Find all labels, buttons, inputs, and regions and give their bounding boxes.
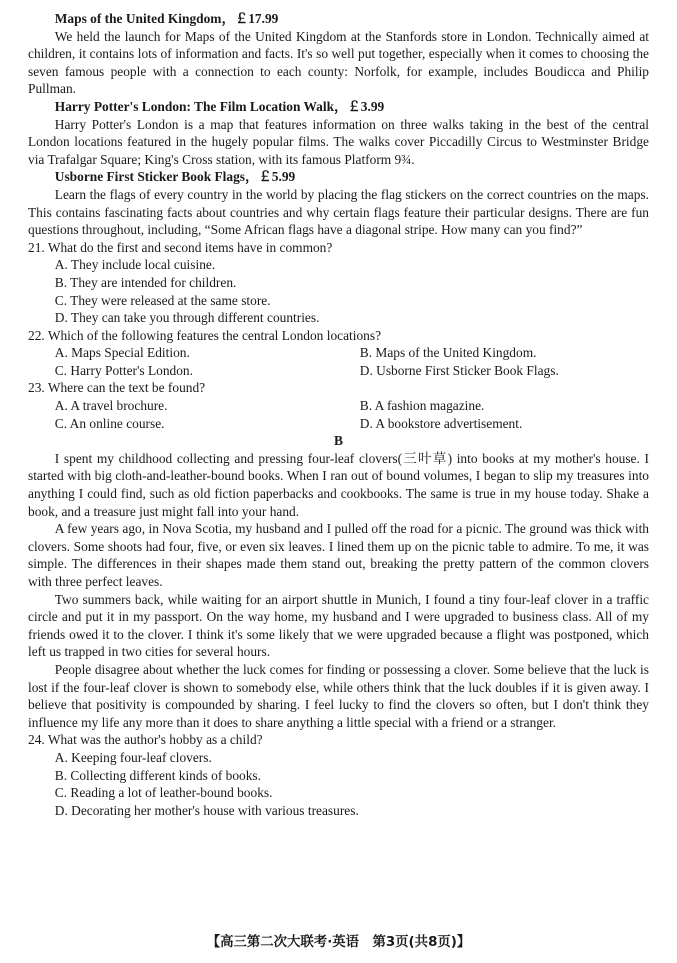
item3-text: Learn the flags of every country in the world by placing the flag stickers on the correct countries on the maps. This contains fascinating facts about countries and why certain flags feature their particular designs. There are fun questions throughout, including, “Some African flags have a diagonal stripe. How many can you find?” bbox=[28, 186, 649, 238]
question-24: 24. What was the author's hobby as a child? bbox=[28, 732, 263, 748]
q24-option-a: A. Keeping four-leaf clovers. bbox=[54, 749, 212, 765]
passage-b-paragraph-3: Two summers back, while waiting for an airport shuttle in Munich, I found a tiny four-leaf clover in a traffic circle and put it in my passport. On the way home, my husband and I were upgraded to business class. All of my friends owed it to the clover. I think it's some likely that we were upgraded because a flight was postponed, which left us trapped in two cities for several hours. bbox=[28, 591, 649, 660]
q22-options-row-1 bbox=[28, 344, 649, 362]
q22-option-b: B. Maps of the United Kingdom. bbox=[359, 345, 537, 361]
q21-option-d: D. They can take you through different countries. bbox=[54, 310, 320, 326]
passage-b-paragraph-1: I spent my childhood collecting and pressing four-leaf clovers(三叶草) into books at my mother's house. I started with big cloth-and-leather-bound books. When I ran out of bound volumes, I began to slip my treasures into anything I could find, such as old fiction paperbacks and cookbooks. The same is true in my house today. Shake a book, and a treasure just might fall into your hand. bbox=[28, 450, 649, 519]
q24-option-c: C. Reading a lot of leather-bound books. bbox=[54, 785, 273, 801]
item2-heading: Harry Potter's London: The Film Location Walk，￡3.99 bbox=[54, 98, 385, 114]
item1-heading: Maps of the United Kingdom，￡17.99 bbox=[54, 11, 279, 26]
q23-options-row-1 bbox=[28, 397, 649, 415]
passage-b-paragraph-4: People disagree about whether the luck comes for finding or possessing a clover. Some believe that the luck is lost if the four-leaf clover is shown to somebody else, while others think that the luck doubles if it is given away. I believe that positivity is compounded by sharing. I feel lucky to find the clovers so often, but I don't think they influence my life any more than it does to share anything a little special with a friend or a stranger. bbox=[28, 661, 649, 730]
q21-option-a: A. They include local cuisine. bbox=[54, 257, 216, 273]
q21-option-b: B. They are intended for children. bbox=[54, 274, 237, 290]
item1-text: We held the launch for Maps of the United Kingdom at the Stanfords store in London. Technically aimed at children, it contains lots of information and facts. It's so well put together, especially when it comes to choosing the seven famous people with a connection to each county: Norfolk, for example, includes Boudicca and Philip Pullman. bbox=[28, 28, 649, 97]
q23-option-d: D. A bookstore advertisement. bbox=[359, 415, 523, 431]
q24-option-d: D. Decorating her mother's house with various treasures. bbox=[54, 802, 359, 818]
q22-option-d: D. Usborne First Sticker Book Flags. bbox=[359, 362, 559, 378]
q22-option-a: A. Maps Special Edition. bbox=[54, 345, 190, 361]
item2-text: Harry Potter's London is a map that features information on three walks taking in the best of the central London locations featured in the hugely popular films. The walks cover Piccadilly Circus to Westminster Bridge via Trafalgar Square; King's Cross station, with its famous Platform 9¾. bbox=[28, 116, 649, 167]
q24-option-b: B. Collecting different kinds of books. bbox=[54, 767, 261, 783]
page-footer: 【高三第二次大联考·英语 第3页(共8页)】 bbox=[206, 935, 471, 950]
q22-options-row-2 bbox=[28, 362, 649, 380]
item3-heading: Usborne First Sticker Book Flags，￡5.99 bbox=[54, 169, 296, 185]
q23-option-b: B. A fashion magazine. bbox=[359, 398, 485, 414]
question-22: 22. Which of the following features the central London locations? bbox=[28, 327, 382, 343]
question-21: 21. What do the first and second items have in common? bbox=[28, 239, 333, 255]
q23-option-c: C. An online course. bbox=[54, 415, 165, 431]
q23-options-row-2 bbox=[28, 415, 649, 433]
q23-option-a: A. A travel brochure. bbox=[54, 398, 168, 414]
passage-b-paragraph-2: A few years ago, in Nova Scotia, my husband and I pulled off the road for a picnic. The ground was thick with clovers. Some shoots had four, five, or even six leaves. I lined them up on the picnic table to admire. To me, it was simple. The differences in their shapes made them stand out, breaking the pretty pattern of the common clovers with three perfect leaves. bbox=[28, 521, 649, 589]
question-23: 23. Where can the text be found? bbox=[28, 380, 206, 396]
q22-option-c: C. Harry Potter's London. bbox=[54, 362, 193, 378]
q21-option-c: C. They were released at the same store. bbox=[54, 292, 271, 308]
section-b-label: B bbox=[334, 433, 343, 449]
